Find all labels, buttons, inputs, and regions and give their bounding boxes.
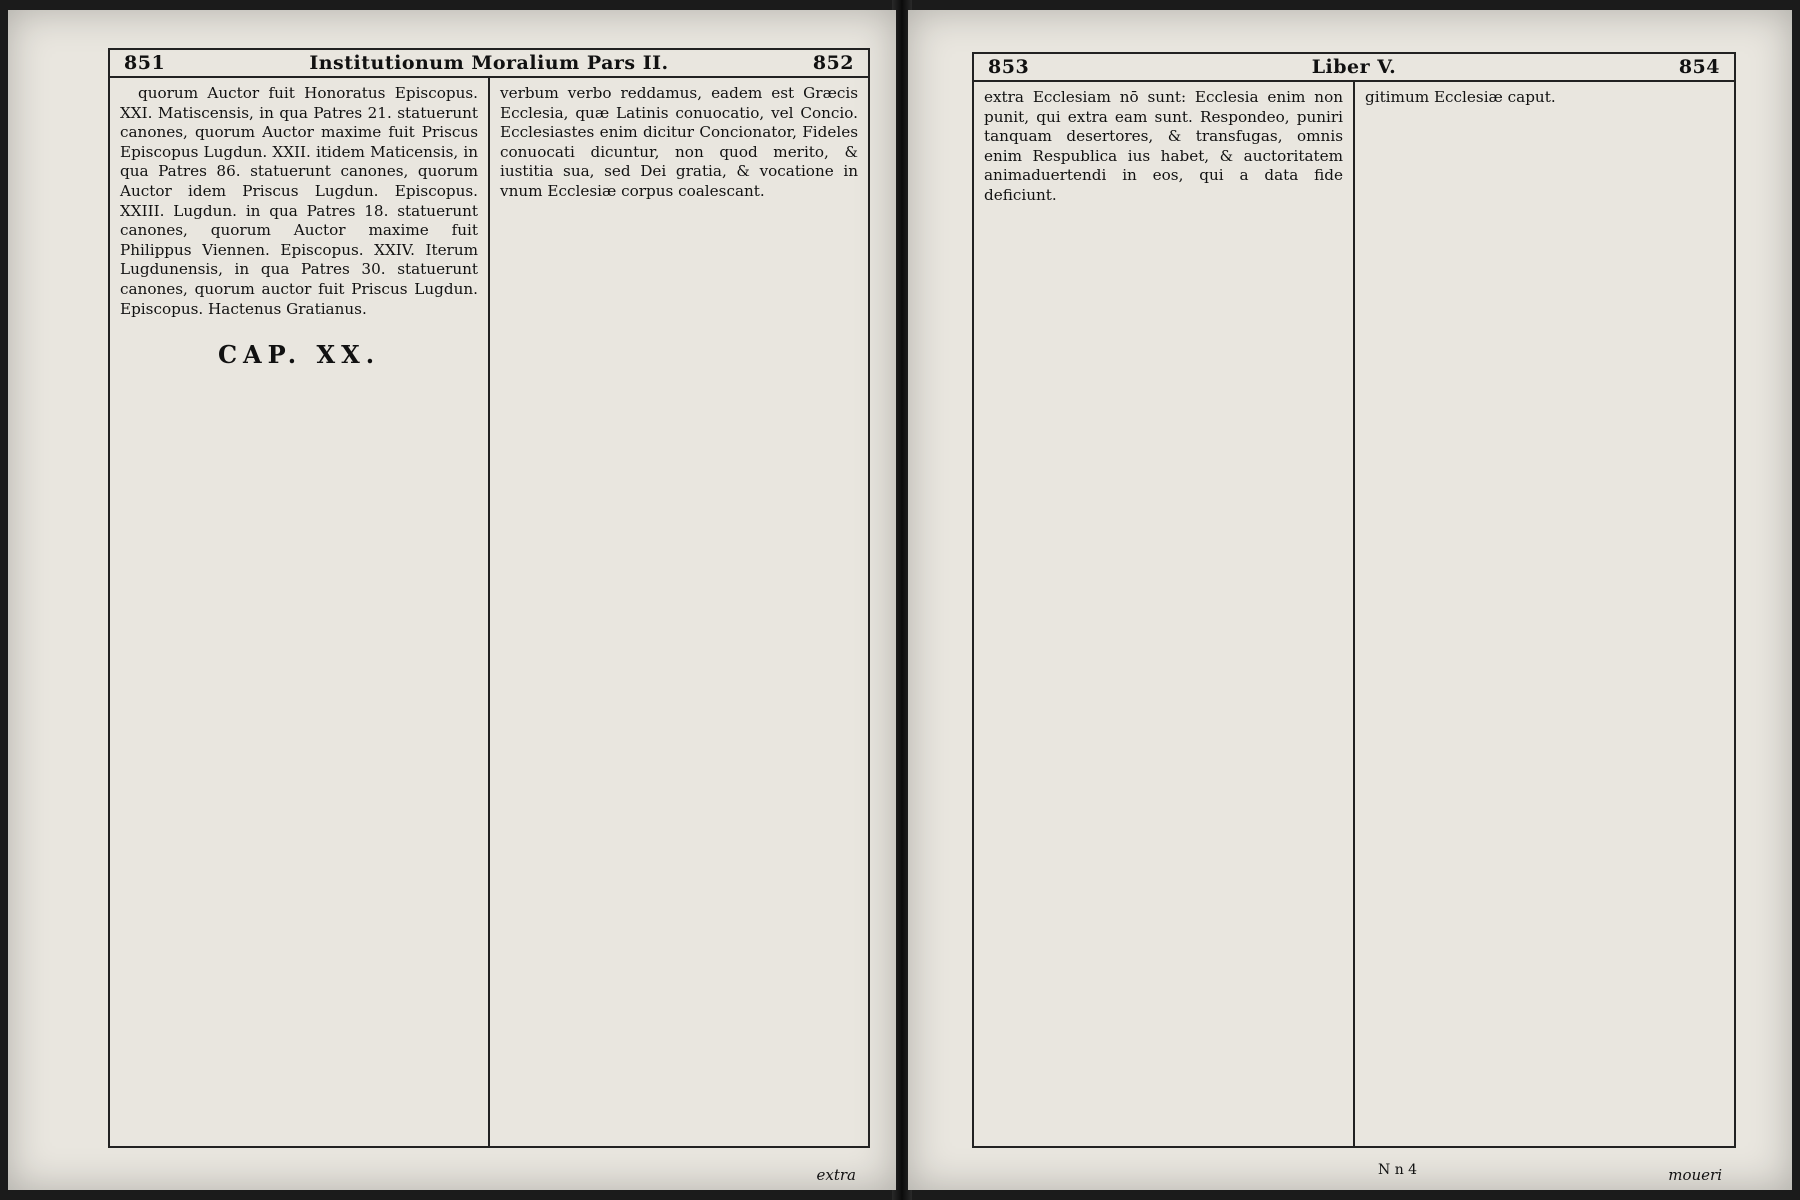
right-page [908, 10, 1792, 1190]
left-running-header [110, 50, 868, 78]
running-title: Liber V. [1311, 56, 1397, 78]
text-paragraph: extra Ecclesiam nō sunt: Ecclesia enim non punit, qui extra eam sunt. Respondeo, puniri tanquam desertores, & transfugas, omnis enim Respublica ius habet, & auctoritatem animaduertendi in eos, qui a data fide deficiunt. [984, 88, 1343, 204]
text-paragraph: quorum Auctor fuit Honoratus Episcopus. XXI. Matiscensis, in qua Patres 21. statuerunt canones, quorum Auctor maxime fuit Priscus Episcopus Lugdun. XXII. itidem Maticensis, in qua Patres 86. statuerunt canones, quorum Auctor idem Priscus Lugdun. Episcopus. XXIII. Lugdun. in qua Patres 18. statuerunt canones, quorum Auctor maxime fuit Philippus Viennen. Episcopus. XXIV. Iterum Lugdunensis, in qua Patres 30. statuerunt canones, quorum auctor fuit Priscus Lugdun. Episcopus. Hactenus Gratianus. [120, 84, 478, 318]
right-page-frame [972, 52, 1736, 1148]
text-paragraph: verbum verbo reddamus, eadem est Græcis Ecclesia, quæ Latinis conuocatio, vel Concio. Ecclesiastes enim dicitur Concionator, Fideles conuocati dicuntur, non quod merito, & iustitia sua, sed Dei gratia, & vocatione in vnum Ecclesiæ corpus coalescant. [500, 84, 858, 200]
catchword: extra [816, 1166, 856, 1184]
left-page [8, 10, 896, 1190]
signature-mark: N n 4 [1378, 1162, 1418, 1178]
text-paragraph: gitimum Ecclesiæ caput. [1365, 88, 1556, 106]
page-number-851: 851 [124, 52, 166, 74]
column-854 [1353, 82, 1734, 1146]
running-title: Institutionum Moralium Pars II. [309, 52, 669, 74]
catchword: moueri [1668, 1166, 1722, 1184]
chapter-heading: CAP. XX. [217, 340, 381, 370]
page-number-854: 854 [1678, 56, 1720, 78]
page-number-852: 852 [812, 52, 854, 74]
column-851 [110, 78, 488, 1146]
left-page-frame [108, 48, 870, 1148]
page-number-853: 853 [988, 56, 1030, 78]
column-853 [974, 82, 1353, 1146]
column-852 [488, 78, 868, 1146]
right-running-header [974, 54, 1734, 82]
